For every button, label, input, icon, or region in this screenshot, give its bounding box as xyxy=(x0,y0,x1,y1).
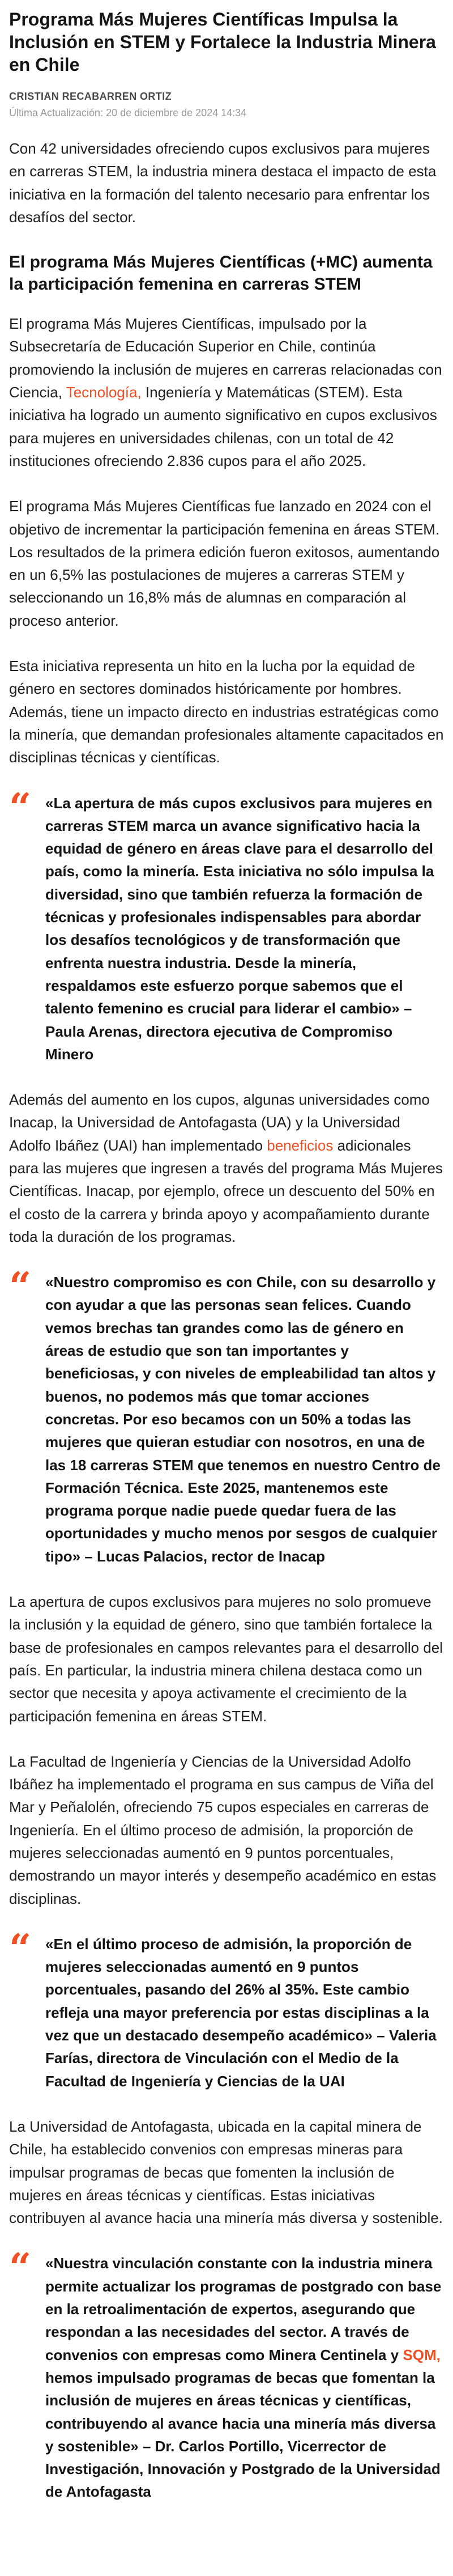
blockquote xyxy=(9,1264,444,1568)
article-paragraph: Además del aumento en los cupos, algunas universidades como Inacap, la Universidad de Antofagasta (UA) y la Universidad Adolfo Ibáñez (UAI) han implementado beneficios adicionales para las mujeres que ingresen a través del programa Más Mujeres Científicas. Inacap, por ejemplo, ofrece un descuento del 50% en el costo de la carrera y brinda apoyo y acompañamiento durante toda la duración de los programas. xyxy=(9,1091,443,1245)
article-title: Programa Más Mujeres Científicas Impulsa la Inclusión en STEM y Fortalece la Industria Minera en Chile xyxy=(9,9,436,75)
byline xyxy=(9,91,444,119)
quote-text: «Nuestra vinculación constante con la industria minera permite actualizar los programas de postgrado con base en la retroalimentación de expertos, asegurando que respondan a las necesidades del sector. A través de convenios con empresas como Minera Centinela y SQM, hemos impulsado programas de becas que fomentan la inclusión de mujeres en áreas técnicas y científicas, contribuyendo al avance hacia una minería más diversa y sostenible» – Dr. Carlos Portillo, Vicerrector de Investigación, Innovación y Postgrado de la Universidad de Antofagasta xyxy=(45,2255,442,2501)
inline-link[interactable]: beneficios xyxy=(267,1136,334,1154)
article-paragraph: El programa Más Mujeres Científicas fue lanzado en 2024 con el objetivo de incrementar la participación femenina en áreas STEM. Los resultados de la primera edición fueron exitosos, aumentando en un 6,5% las postulaciones de mujeres a carreras STEM y seleccionando un 16,8% más de alumnas en comparación al proceso anterior. xyxy=(9,498,440,629)
quote-icon: “ xyxy=(9,2245,32,2291)
blockquote xyxy=(9,784,444,1066)
quote-text: «En el último proceso de admisión, la proporción de mujeres seleccionadas aumentó en 9 puntos porcentuales, pasando del 26% al 35%. Este cambio refleja una mayor preferencia por estas disciplinas a la vez que un destacado desempeño académico» – Valeria Farías, directora de Vinculación con el Medio de la Facultad de Ingeniería y Ciencias de la UAI xyxy=(45,1935,437,2090)
article-paragraph: El programa Más Mujeres Científicas, impulsado por la Subsecretaría de Educación Superior en Chile, continúa promoviendo la inclusión de mujeres en carreras relacionadas con Ciencia, Tecnología, Ingeniería y Matemáticas (STEM). Esta iniciativa ha logrado un aumento significativo en cupos exclusivos para mujeres en universidades chilenas, con un total de 42 instituciones ofreciendo 2.836 cupos para el año 2025. xyxy=(9,315,442,469)
article-paragraph: La Universidad de Antofagasta, ubicada en la capital minera de Chile, ha establecido convenios con empresas mineras para impulsar programas de becas que fomenten la inclusión de mujeres en áreas técnicas y científicas. Estas iniciativas contribuyen al avance hacia una minería más diversa y sostenible. xyxy=(9,2117,443,2227)
article-lead: Con 42 universidades ofreciendo cupos exclusivos para mujeres en carreras STEM, la industria minera destaca el impacto de esta iniciativa en la formación del talento necesario para enfrentar los desafíos del sector. xyxy=(9,140,437,226)
inline-link[interactable]: Tecnología, xyxy=(66,384,142,401)
article-paragraph: La Facultad de Ingeniería y Ciencias de la Universidad Adolfo Ibáñez ha implementado el programa en sus campus de Viña del Mar y Peñalolén, ofreciendo 75 cupos especiales en carreras de Ingeniería. En el último proceso de admisión, la proporción de mujeres seleccionadas aumentó en 9 puntos porcentuales, demostrando un mayor interés y desempeño académico en estas disciplinas. xyxy=(9,1752,437,1907)
article-author: CRISTIAN RECABARREN ORTIZ xyxy=(9,91,172,102)
article-body xyxy=(9,312,444,2503)
section-heading: El programa Más Mujeres Científicas (+MC) aumenta la participación femenina en carreras STEM xyxy=(9,253,433,294)
article-updated-timestamp: Última Actualización: 20 de diciembre de 2024 14:34 xyxy=(9,107,247,118)
quote-icon: “ xyxy=(9,1925,32,1971)
inline-link[interactable]: SQM, xyxy=(403,2346,441,2363)
blockquote xyxy=(9,2245,444,2503)
article-paragraph: La apertura de cupos exclusivos para mujeres no solo promueve la inclusión y la equidad de género, sino que también fortalece la base de profesionales en campos relevantes para el desarrollo del país. En particular, la industria minera chilena destaca como un sector que necesita y apoya activamente el crecimiento de la participación femenina en áreas STEM. xyxy=(9,1593,443,1725)
article-paragraph: Esta iniciativa representa un hito en la lucha por la equidad de género en sectores dominados históricamente por hombres. Además, tiene un impacto directo en industrias estratégicas como la minería, que demandan profesionales altamente capacitados en disciplinas técnicas y científicas. xyxy=(9,657,444,766)
blockquote xyxy=(9,1925,444,2093)
quote-icon: “ xyxy=(9,1264,32,1310)
quote-text: «Nuestro compromiso es con Chile, con su desarrollo y con ayudar a que las personas sean felices. Cuando vemos brechas tan grandes como las de género en áreas de estudio que son tan importantes y beneficiosas, y con niveles de empleabilidad tan altos y buenos, no podemos más que tomar acciones concretas. Por eso becamos con un 50% a todas las mujeres que quieran estudiar con nosotros, en una de las 18 carreras STEM que tenemos en nuestro Centro de Formación Técnica. Este 2025, mantenemos este programa porque nadie puede quedar fuera de las oportunidades y mucho menos por sesgos de cualquier tipo» – Lucas Palacios, rector de Inacap xyxy=(45,1274,441,1565)
quote-text: «La apertura de más cupos exclusivos para mujeres en carreras STEM marca un avance significativo hacia la equidad de género en áreas clave para el desarrollo del país, como la minería. Esta iniciativa no sólo impulsa la diversidad, sino que también refuerza la formación de técnicas y profesionales indispensables para abordar los desafíos tecnológicos y de transformación que enfrenta nuestra industria. Desde la minería, respaldamos este esfuerzo porque sabemos que el talento femenino es crucial para liderar el cambio» – Paula Arenas, directora ejecutiva de Compromiso Minero xyxy=(45,794,434,1063)
quote-icon: “ xyxy=(9,784,32,830)
